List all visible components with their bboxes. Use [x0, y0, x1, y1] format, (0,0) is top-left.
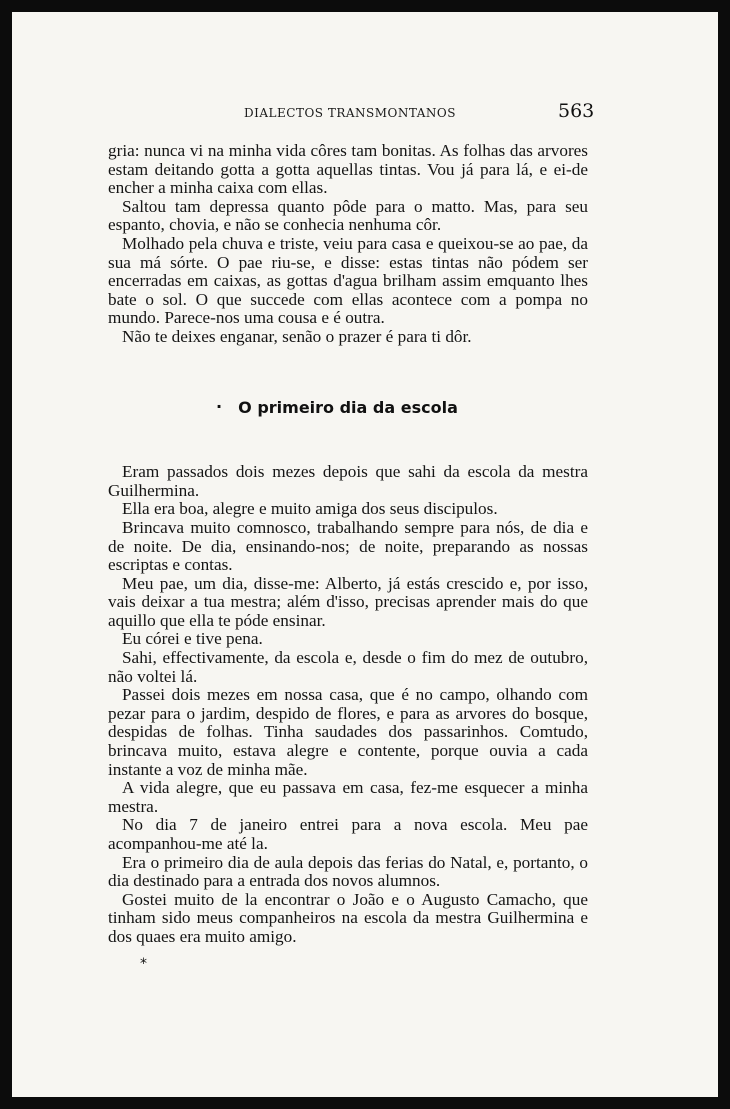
paragraph: Saltou tam depressa quanto pôde para o matto. Mas, para seu espanto, chovia, e não se conhecia nenhuma côr. — [108, 196, 588, 235]
paragraph: Ella era boa, alegre e muito amiga dos seus discipulos. — [122, 499, 498, 519]
paragraph: Eram passados dois mezes depois que sahi da escola da mestra Guilhermina. — [108, 462, 588, 500]
paragraph: Gostei muito de la encontrar o João e o Augusto Camacho, que tinham sido meus companheiros na escola da mestra Guilhermina e dos quaes era muito amigo. — [108, 889, 588, 946]
paragraph: A vida alegre, que eu passava em casa, fez-me esquecer a minha mestra. — [108, 778, 588, 816]
paragraph: Eu córei e tive pena. — [122, 629, 263, 649]
section-title-text: O primeiro dia da escola — [238, 397, 458, 417]
paragraph: Passei dois mezes em nossa casa, que é no campo, olhando com pezar para o jardim, despido de flores, e para as arvores do bosque, despidas de folhas. Tinha saudades dos passarinhos. Comtudo, brincava muito, estava alegre e contente, porque ouvia a cada instante a voz de minha mãe. — [108, 685, 588, 779]
bullet-mark: · — [216, 396, 223, 416]
asterisk-mark: * — [140, 955, 147, 972]
section-title — [108, 396, 588, 418]
page-number: 563 — [558, 100, 595, 122]
running-title: DIALECTOS TRANSMONTANOS — [244, 106, 456, 120]
paragraph: gria: nunca vi na minha vida côres tam bonitas. As folhas das arvores estam deitando gotta a gotta aquellas tintas. Vou já para lá, e ei-de encher a minha caixa com ellas. — [108, 141, 588, 198]
book-page — [12, 12, 718, 1097]
paragraph: Molhado pela chuva e triste, veiu para casa e queixou-se ao pae, da sua má sórte. O pae riu-se, e disse: estas tintas não pódem ser encerradas em caixas, as gottas d'agua brilham assim emquanto lhes bate o sol. O que succede com ellas acontece com a pompa no mundo. Parece-nos uma cousa e é outra. — [108, 233, 588, 328]
paragraph: Não te deixes enganar, senão o prazer é para ti dôr. — [122, 326, 472, 346]
paragraph: Brincava muito comnosco, trabalhando sempre para nós, de dia e de noite. De dia, ensinando-nos; de noite, preparando as nossas escriptas e contas. — [108, 517, 588, 575]
paragraph: Era o primeiro dia de aula depois das ferias do Natal, e, portanto, o dia destinado para a entrada dos novos alumnos. — [108, 852, 588, 891]
body-text — [108, 142, 588, 973]
paragraph: Meu pae, um dia, disse-me: Alberto, já estás crescido e, por isso, vais deixar a tua mestra; além d'isso, precisas aprender mais do que aquillo que ella te póde ensinar. — [108, 573, 588, 630]
paragraph: Sahi, effectivamente, da escola e, desde o fim do mez de outubro, não voltei lá. — [108, 648, 588, 686]
page-header — [12, 98, 718, 128]
paragraph: No dia 7 de janeiro entrei para a nova escola. Meu pae acompanhou-me até la. — [108, 815, 588, 853]
